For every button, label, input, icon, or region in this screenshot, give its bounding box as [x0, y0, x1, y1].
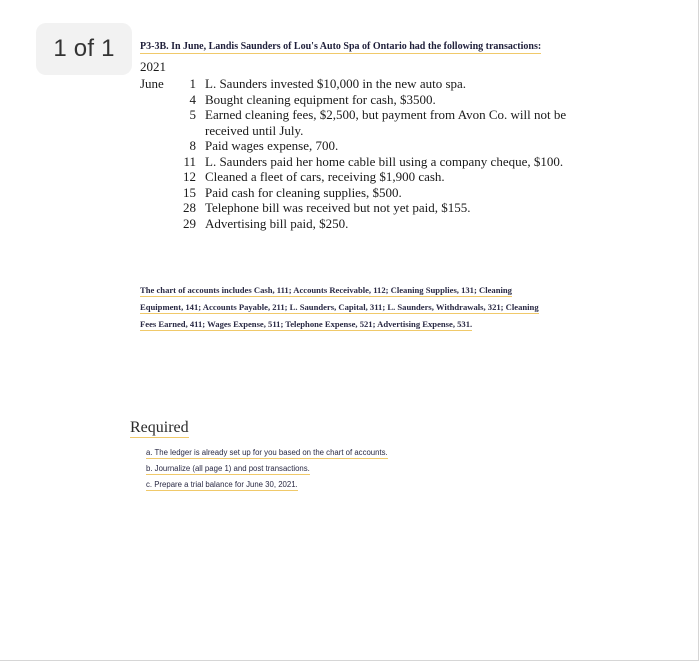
required-item: [146, 445, 388, 461]
problem-heading: P3-3B. In June, Landis Saunders of Lou's Auto Spa of Ontario had the following transactions:: [140, 41, 542, 52]
transaction-text: Bought cleaning equipment for cash, $3500.: [205, 91, 436, 107]
chart-of-accounts-note: [140, 282, 540, 333]
chart-of-accounts-text: The chart of accounts includes Cash, 111; Accounts Receivable, 112; Cleaning Supplies, 131; Cleaning Equipment, 141; Accounts Payable, 211; L. Saunders, Capital, 311; L. Saunders, Withdrawals, 321; Cleaning Fees Earned, 411; Wages Expense, 511; Telephone Expense, 521; Advertising Expense, 531.: [140, 285, 539, 329]
transaction-row: [170, 76, 570, 92]
transaction-day: 1: [189, 76, 196, 91]
required-item: [146, 477, 388, 493]
transaction-text: L. Saunders paid her home cable bill using a company cheque, $100.: [205, 153, 564, 169]
transaction-row: [170, 92, 570, 108]
transaction-text: Advertising bill paid, $250.: [205, 215, 349, 231]
month-label: June: [140, 76, 164, 91]
transaction-day: 29: [183, 215, 196, 231]
transaction-row: [170, 154, 570, 170]
required-item-text: a. The ledger is already set up for you based on the chart of accounts.: [146, 448, 388, 457]
transaction-row: [170, 216, 570, 232]
required-list: [146, 445, 388, 493]
transaction-text: Earned cleaning fees, $2,500, but payment from Avon Co. will not be received until July.: [205, 107, 567, 138]
transaction-text: Paid cash for cleaning supplies, $500.: [205, 184, 402, 200]
required-title: Required: [130, 419, 189, 436]
transaction-row: [170, 185, 570, 201]
transaction-row: [170, 169, 570, 185]
required-item-text: b. Journalize (all page 1) and post transactions.: [146, 464, 310, 473]
page-indicator: 1 of 1: [36, 23, 132, 75]
transaction-list: [170, 76, 570, 231]
transaction-day: 15: [183, 184, 196, 200]
transaction-row: [170, 138, 570, 154]
transaction-day: 28: [183, 200, 196, 215]
transaction-day: 5: [189, 107, 196, 122]
transaction-day: 12: [183, 169, 196, 184]
transaction-text: Paid wages expense, 700.: [205, 138, 339, 153]
required-item-text: c. Prepare a trial balance for June 30, 2021.: [146, 480, 298, 489]
transaction-day: 4: [189, 91, 196, 107]
transaction-text: Telephone bill was received but not yet paid, $155.: [205, 200, 471, 215]
transaction-day: 8: [189, 138, 196, 153]
transaction-text: L. Saunders invested $10,000 in the new auto spa.: [205, 76, 467, 91]
transaction-row: [170, 107, 570, 138]
transaction-text: Cleaned a fleet of cars, receiving $1,900 cash.: [205, 169, 445, 184]
transaction-row: [170, 200, 570, 216]
required-item: [146, 461, 388, 477]
transaction-day: 11: [183, 153, 196, 169]
year-label: 2021: [140, 59, 166, 74]
